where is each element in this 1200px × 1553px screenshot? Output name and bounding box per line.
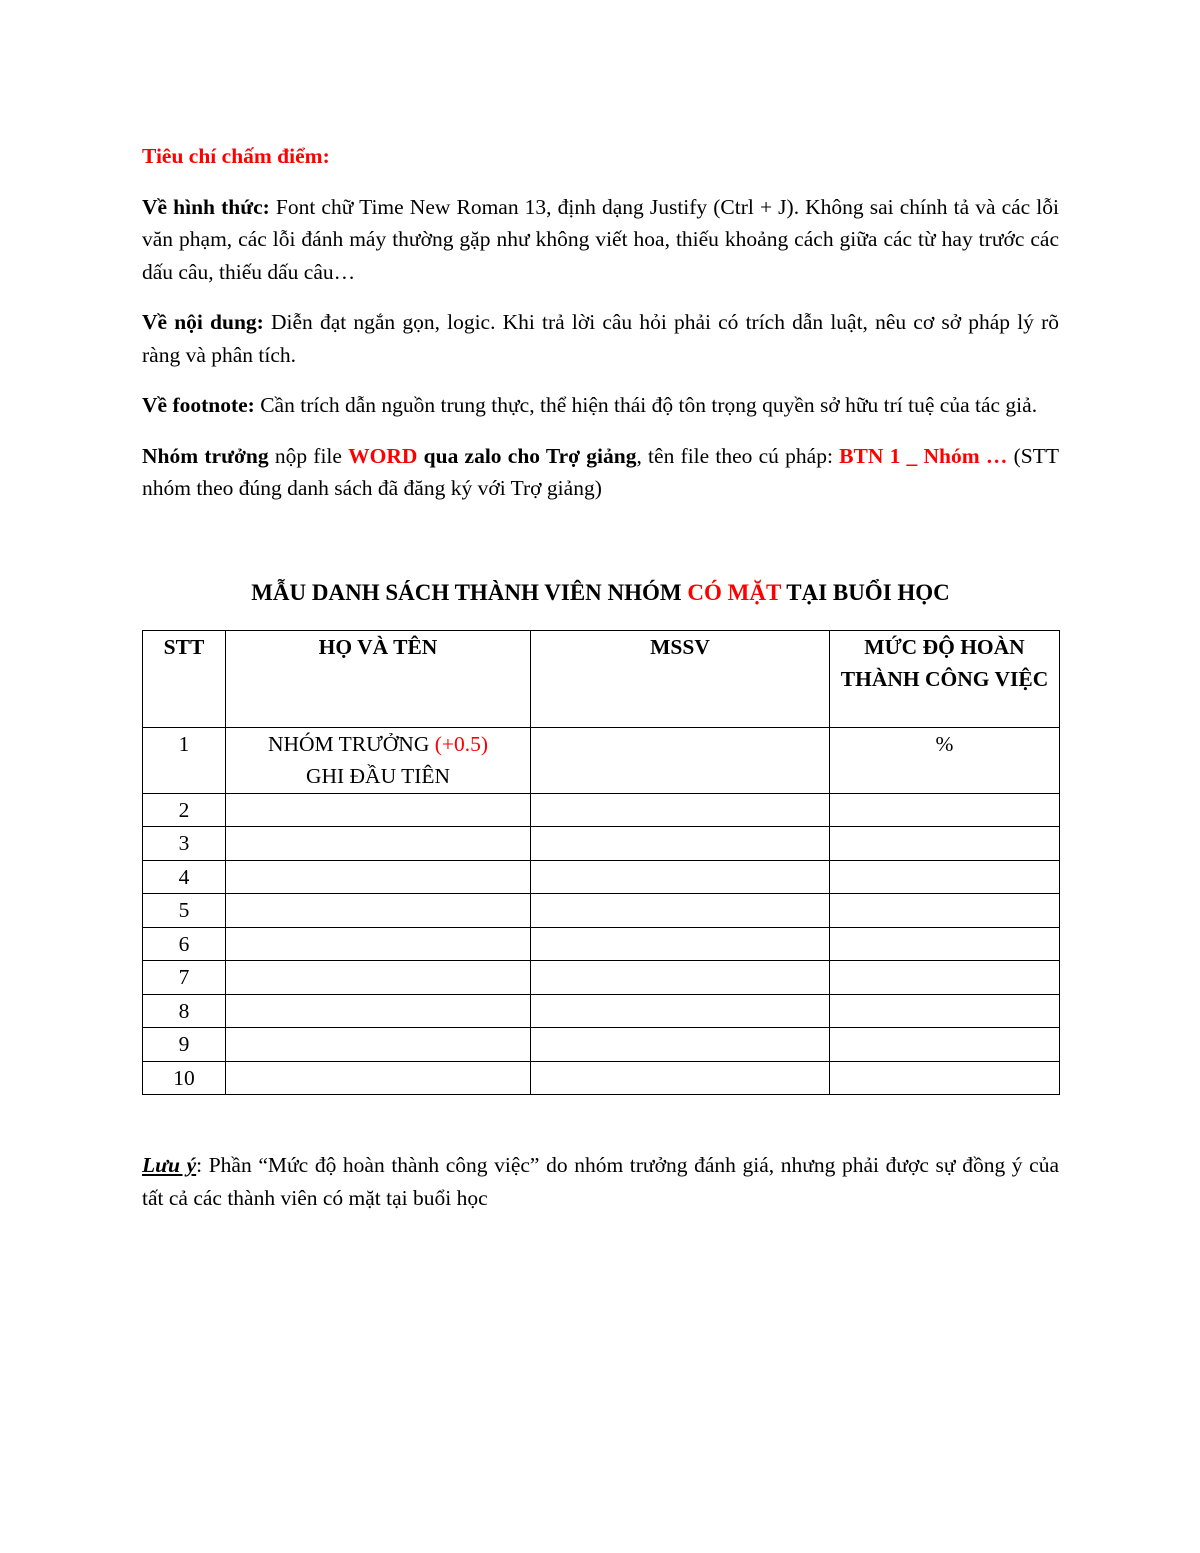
word-label: WORD xyxy=(348,443,418,468)
form-label: Về hình thức: xyxy=(142,194,270,219)
criteria-heading: Tiêu chí chấm điểm: xyxy=(142,144,330,168)
table-row: 9 xyxy=(143,1028,1060,1062)
table-row: 4 xyxy=(143,860,1060,894)
form-text: Font chữ Time New Roman 13, định dạng Justify (Ctrl + J). Không sai chính tả và các lỗi văn phạm, các lỗi đánh máy thường gặp như không viết hoa, thiếu khoảng cách giữa các từ hay trước các dấu câu, thiếu dấu câu… xyxy=(142,194,1060,284)
table-row xyxy=(143,727,1060,793)
header-name: HỌ VÀ TÊN xyxy=(226,630,531,727)
row-stt: 1 xyxy=(143,727,226,793)
form-criteria xyxy=(142,191,1059,289)
mssv-cell xyxy=(531,727,830,793)
footnote-text: Cần trích dẫn nguồn trung thực, thể hiện thái độ tôn trọng quyền sở hữu trí tuệ của tác giả. xyxy=(254,393,1038,417)
zalo-label: qua zalo cho Trợ giảng xyxy=(417,443,637,468)
content-label: Về nội dung: xyxy=(142,310,264,334)
table-row: 3 xyxy=(143,827,1060,861)
completion-cell: % xyxy=(830,727,1060,793)
header-stt: STT xyxy=(143,630,226,727)
footnote-criteria xyxy=(142,389,1059,422)
leader-label: Nhóm trưởng xyxy=(142,443,269,468)
note-text: : Phần “Mức độ hoàn thành công việc” do nhóm trưởng đánh giá, nhưng phải được sự đồng ý của tất cả các thành viên có mặt tại buổi học xyxy=(142,1153,1060,1210)
content-text: Diễn đạt ngắn gọn, logic. Khi trả lời câu hỏi phải có trích dẫn luật, nêu cơ sở pháp lý rõ ràng và phân tích. xyxy=(142,310,1059,367)
submission-instructions: Nhóm trưởng nộp file WORD qua zalo cho Trợ giảng, tên file theo cú pháp: BTN 1 _ Nhóm … (STT nhóm theo đúng danh sách đã đăng ký với Trợ giảng) xyxy=(142,443,1059,500)
table-row: 2 xyxy=(143,793,1060,827)
bonus-note: (+0.5) xyxy=(434,731,489,756)
document-page xyxy=(142,140,1059,1214)
footnote-label: Về footnote: xyxy=(142,393,255,417)
table-row: 10 xyxy=(143,1061,1060,1095)
table-row: 7 xyxy=(143,961,1060,995)
leader-cell: NHÓM TRƯỞNG (+0.5) GHI ĐẦU TIÊN xyxy=(226,727,531,793)
table-row: 8 xyxy=(143,994,1060,1028)
header-completion: MỨC ĐỘ HOÀN THÀNH CÔNG VIỆC xyxy=(830,630,1060,727)
table-row: 5 xyxy=(143,894,1060,928)
file-syntax: BTN 1 _ Nhóm … xyxy=(839,443,1008,468)
note-paragraph xyxy=(142,1149,1059,1214)
header-mssv: MSSV xyxy=(531,630,830,727)
content-criteria xyxy=(142,306,1059,371)
table-header-row xyxy=(143,630,1060,727)
member-table xyxy=(142,630,1060,1096)
table-row: 6 xyxy=(143,927,1060,961)
note-label: Lưu ý xyxy=(142,1153,197,1177)
roster-title: MẪU DANH SÁCH THÀNH VIÊN NHÓM CÓ MẶT TẠI BUỔI HỌC xyxy=(251,579,950,605)
